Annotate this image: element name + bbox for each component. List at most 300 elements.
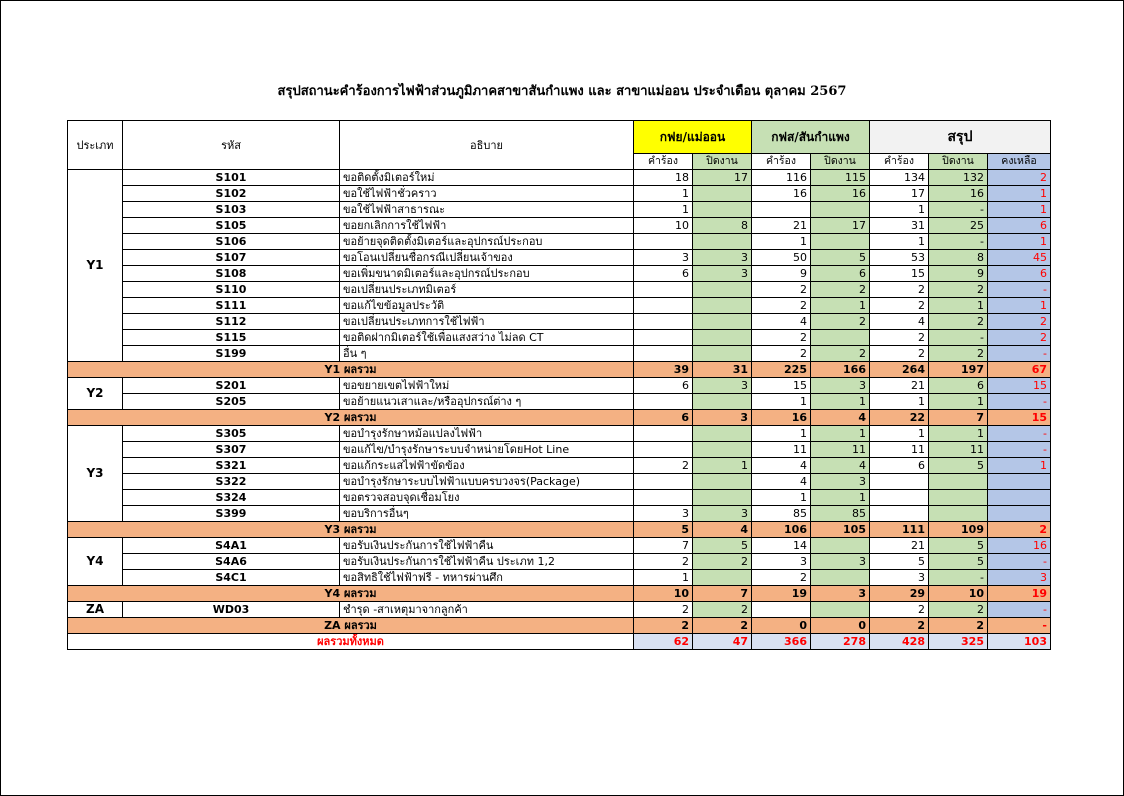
- summary-req-cell: 11: [870, 442, 929, 458]
- description-cell: ขอย้ายจุดติดตั้งมิเตอร์และอุปกรณ์ประกอบ: [340, 234, 634, 250]
- maeon-req-cell: [634, 346, 693, 362]
- sankamphaeng-closed-cell: 3: [811, 378, 870, 394]
- table-row: [68, 490, 1051, 506]
- table-row: [68, 426, 1051, 442]
- maeon-closed-cell: [693, 202, 752, 218]
- group-total-value: 3: [811, 586, 870, 602]
- group-total-row: [68, 522, 1051, 538]
- summary-remain-cell: -: [988, 426, 1051, 442]
- sankamphaeng-req-cell: 11: [752, 442, 811, 458]
- table-row: [68, 218, 1051, 234]
- summary-req-cell: 6: [870, 458, 929, 474]
- group-total-value: 111: [870, 522, 929, 538]
- code-cell: S307: [123, 442, 340, 458]
- group-total-label: Y3 ผลรวม: [68, 522, 634, 538]
- sankamphaeng-closed-cell: 2: [811, 346, 870, 362]
- sankamphaeng-closed-cell: [811, 570, 870, 586]
- code-cell: S4A1: [123, 538, 340, 554]
- sankamphaeng-closed-cell: 6: [811, 266, 870, 282]
- group-total-value: 7: [929, 410, 988, 426]
- maeon-req-cell: 1: [634, 186, 693, 202]
- group-total-label: ZA ผลรวม: [68, 618, 634, 634]
- description-cell: ขอแก้กระแสไฟฟ้าขัดข้อง: [340, 458, 634, 474]
- summary-remain-cell: 45: [988, 250, 1051, 266]
- summary-closed-cell: -: [929, 330, 988, 346]
- description-cell: ขอบำรุงรักษาหม้อแปลงไฟฟ้า: [340, 426, 634, 442]
- summary-closed-cell: 8: [929, 250, 988, 266]
- group-total-value: 264: [870, 362, 929, 378]
- summary-req-cell: 31: [870, 218, 929, 234]
- description-cell: ขอติดฝากมิเตอร์ใช้เพื่อแสงสว่าง ไม่ลด CT: [340, 330, 634, 346]
- group-total-value: 106: [752, 522, 811, 538]
- sankamphaeng-req-cell: 1: [752, 426, 811, 442]
- code-cell: S205: [123, 394, 340, 410]
- summary-closed-cell: [929, 490, 988, 506]
- summary-closed-cell: -: [929, 202, 988, 218]
- sankamphaeng-closed-cell: 1: [811, 298, 870, 314]
- description-cell: ขอยกเลิกการใช้ไฟฟ้า: [340, 218, 634, 234]
- summary-req-cell: 1: [870, 394, 929, 410]
- description-cell: ขอใช้ไฟฟ้าสาธารณะ: [340, 202, 634, 218]
- maeon-closed-cell: [693, 234, 752, 250]
- maeon-closed-cell: 2: [693, 602, 752, 618]
- maeon-req-cell: [634, 314, 693, 330]
- sankamphaeng-closed-cell: 1: [811, 490, 870, 506]
- type-cell: Y1: [68, 170, 123, 362]
- group-total-remain: -: [988, 618, 1051, 634]
- header-group-summary: สรุป: [870, 121, 1051, 154]
- summary-remain-cell: 1: [988, 234, 1051, 250]
- header-group-sankamphaeng: กฟส/สันกำแพง: [752, 121, 870, 154]
- maeon-closed-cell: [693, 346, 752, 362]
- table-row: [68, 170, 1051, 186]
- table-row: [68, 186, 1051, 202]
- sankamphaeng-req-cell: 3: [752, 554, 811, 570]
- type-cell: Y3: [68, 426, 123, 522]
- summary-req-cell: 15: [870, 266, 929, 282]
- subheader-closed: ปิดงาน: [929, 154, 988, 170]
- group-total-value: 10: [929, 586, 988, 602]
- group-total-value: 2: [634, 618, 693, 634]
- sankamphaeng-closed-cell: [811, 602, 870, 618]
- summary-req-cell: 53: [870, 250, 929, 266]
- summary-remain-cell: 2: [988, 170, 1051, 186]
- grand-total-value: 103: [988, 634, 1051, 650]
- subheader-req: คำร้อง: [634, 154, 693, 170]
- group-total-value: 39: [634, 362, 693, 378]
- sankamphaeng-closed-cell: 2: [811, 314, 870, 330]
- grand-total-value: 278: [811, 634, 870, 650]
- summary-remain-cell: [988, 490, 1051, 506]
- subheader-closed: ปิดงาน: [693, 154, 752, 170]
- maeon-closed-cell: [693, 314, 752, 330]
- sankamphaeng-req-cell: 4: [752, 458, 811, 474]
- group-total-value: 166: [811, 362, 870, 378]
- subheader-closed: ปิดงาน: [811, 154, 870, 170]
- sankamphaeng-req-cell: 1: [752, 234, 811, 250]
- summary-remain-cell: 1: [988, 202, 1051, 218]
- summary-closed-cell: [929, 474, 988, 490]
- summary-req-cell: 17: [870, 186, 929, 202]
- summary-closed-cell: 2: [929, 282, 988, 298]
- table-row: [68, 330, 1051, 346]
- header-desc: อธิบาย: [340, 121, 634, 170]
- summary-remain-cell: -: [988, 442, 1051, 458]
- summary-closed-cell: 1: [929, 426, 988, 442]
- description-cell: ขอขยายเขตไฟฟ้าใหม่: [340, 378, 634, 394]
- summary-req-cell: [870, 474, 929, 490]
- group-total-label: Y2 ผลรวม: [68, 410, 634, 426]
- code-cell: S305: [123, 426, 340, 442]
- code-cell: S105: [123, 218, 340, 234]
- summary-remain-cell: [988, 506, 1051, 522]
- sankamphaeng-req-cell: 2: [752, 346, 811, 362]
- code-cell: S322: [123, 474, 340, 490]
- code-cell: S324: [123, 490, 340, 506]
- code-cell: S108: [123, 266, 340, 282]
- maeon-req-cell: 7: [634, 538, 693, 554]
- table-row: [68, 538, 1051, 554]
- summary-closed-cell: 5: [929, 458, 988, 474]
- maeon-req-cell: 2: [634, 554, 693, 570]
- description-cell: ขอโอนเปลี่ยนชื่อกรณีเปลี่ยนเจ้าของ: [340, 250, 634, 266]
- group-total-value: 2: [693, 618, 752, 634]
- maeon-req-cell: 2: [634, 602, 693, 618]
- code-cell: S321: [123, 458, 340, 474]
- summary-closed-cell: 2: [929, 314, 988, 330]
- maeon-req-cell: [634, 330, 693, 346]
- maeon-req-cell: 3: [634, 250, 693, 266]
- maeon-req-cell: 6: [634, 378, 693, 394]
- maeon-req-cell: 10: [634, 218, 693, 234]
- group-total-value: 4: [811, 410, 870, 426]
- group-total-value: 16: [752, 410, 811, 426]
- summary-closed-cell: -: [929, 570, 988, 586]
- description-cell: ขอเปลี่ยนประเภทมิเตอร์: [340, 282, 634, 298]
- sankamphaeng-closed-cell: 85: [811, 506, 870, 522]
- summary-closed-cell: 1: [929, 298, 988, 314]
- code-cell: WD03: [123, 602, 340, 618]
- summary-req-cell: [870, 506, 929, 522]
- summary-req-cell: 1: [870, 202, 929, 218]
- sankamphaeng-closed-cell: 2: [811, 282, 870, 298]
- code-cell: S399: [123, 506, 340, 522]
- sankamphaeng-req-cell: 14: [752, 538, 811, 554]
- maeon-closed-cell: 2: [693, 554, 752, 570]
- sankamphaeng-req-cell: 85: [752, 506, 811, 522]
- summary-remain-cell: -: [988, 282, 1051, 298]
- summary-remain-cell: 2: [988, 314, 1051, 330]
- sankamphaeng-req-cell: 2: [752, 282, 811, 298]
- summary-req-cell: 2: [870, 298, 929, 314]
- table-row: [68, 506, 1051, 522]
- description-cell: ขอแก้ไขข้อมูลประวัติ: [340, 298, 634, 314]
- summary-table: [67, 120, 1051, 650]
- header-type: ประเภท: [68, 121, 123, 170]
- type-cell: ZA: [68, 602, 123, 618]
- summary-remain-cell: -: [988, 554, 1051, 570]
- sankamphaeng-closed-cell: 115: [811, 170, 870, 186]
- description-cell: ขอบำรุงรักษาระบบไฟฟ้าแบบครบวงจร(Package): [340, 474, 634, 490]
- summary-remain-cell: 6: [988, 218, 1051, 234]
- group-total-value: 31: [693, 362, 752, 378]
- maeon-req-cell: 6: [634, 266, 693, 282]
- sankamphaeng-req-cell: [752, 202, 811, 218]
- maeon-closed-cell: [693, 282, 752, 298]
- table-row: [68, 298, 1051, 314]
- maeon-req-cell: [634, 298, 693, 314]
- description-cell: ขอรับเงินประกันการใช้ไฟฟ้าคืน ประเภท 1,2: [340, 554, 634, 570]
- table-row: [68, 250, 1051, 266]
- summary-req-cell: 21: [870, 538, 929, 554]
- maeon-req-cell: 18: [634, 170, 693, 186]
- sankamphaeng-closed-cell: 16: [811, 186, 870, 202]
- maeon-closed-cell: [693, 442, 752, 458]
- summary-closed-cell: 9: [929, 266, 988, 282]
- report-title: สรุปสถานะคำร้องการไฟฟ้าส่วนภูมิภาคสาขาสันกำแพง และ สาขาแม่ออน ประจำเดือน ตุลาคม 2567: [277, 84, 847, 99]
- summary-closed-cell: 1: [929, 394, 988, 410]
- header-group-maeon: กฟย/แม่ออน: [634, 121, 752, 154]
- maeon-req-cell: [634, 426, 693, 442]
- sankamphaeng-closed-cell: 1: [811, 394, 870, 410]
- maeon-req-cell: [634, 282, 693, 298]
- summary-req-cell: 21: [870, 378, 929, 394]
- summary-remain-cell: 1: [988, 298, 1051, 314]
- sankamphaeng-req-cell: 2: [752, 330, 811, 346]
- code-cell: S103: [123, 202, 340, 218]
- grand-total-row: [68, 634, 1051, 650]
- table-row: [68, 394, 1051, 410]
- sankamphaeng-closed-cell: 11: [811, 442, 870, 458]
- maeon-req-cell: 1: [634, 570, 693, 586]
- summary-closed-cell: -: [929, 234, 988, 250]
- table-row: [68, 282, 1051, 298]
- summary-req-cell: 5: [870, 554, 929, 570]
- summary-req-cell: 3: [870, 570, 929, 586]
- table-row: [68, 266, 1051, 282]
- sankamphaeng-req-cell: 4: [752, 314, 811, 330]
- maeon-closed-cell: 3: [693, 506, 752, 522]
- maeon-closed-cell: 3: [693, 250, 752, 266]
- group-total-value: 4: [693, 522, 752, 538]
- summary-remain-cell: 3: [988, 570, 1051, 586]
- summary-closed-cell: 16: [929, 186, 988, 202]
- sankamphaeng-closed-cell: [811, 538, 870, 554]
- maeon-req-cell: [634, 234, 693, 250]
- sankamphaeng-req-cell: 15: [752, 378, 811, 394]
- sankamphaeng-req-cell: [752, 602, 811, 618]
- description-cell: ขอสิทธิใช้ไฟฟ้าฟรี - ทหารผ่านศึก: [340, 570, 634, 586]
- description-cell: ขอติดตั้งมิเตอร์ใหม่: [340, 170, 634, 186]
- header-code: รหัส: [123, 121, 340, 170]
- summary-remain-cell: 16: [988, 538, 1051, 554]
- summary-req-cell: 1: [870, 234, 929, 250]
- maeon-closed-cell: 3: [693, 378, 752, 394]
- maeon-closed-cell: 8: [693, 218, 752, 234]
- summary-closed-cell: 11: [929, 442, 988, 458]
- maeon-req-cell: 3: [634, 506, 693, 522]
- table-row: [68, 602, 1051, 618]
- group-total-value: 2: [929, 618, 988, 634]
- description-cell: ขอแก้ไข/บำรุงรักษาระบบจำหน่ายโดยHot Line: [340, 442, 634, 458]
- maeon-req-cell: 1: [634, 202, 693, 218]
- grand-total-value: 47: [693, 634, 752, 650]
- sankamphaeng-req-cell: 4: [752, 474, 811, 490]
- group-total-row: [68, 362, 1051, 378]
- table-row: [68, 442, 1051, 458]
- summary-req-cell: 2: [870, 602, 929, 618]
- summary-closed-cell: 2: [929, 602, 988, 618]
- maeon-req-cell: [634, 474, 693, 490]
- table-row: [68, 234, 1051, 250]
- sankamphaeng-closed-cell: 5: [811, 250, 870, 266]
- sankamphaeng-closed-cell: 17: [811, 218, 870, 234]
- summary-remain-cell: 15: [988, 378, 1051, 394]
- maeon-req-cell: 2: [634, 458, 693, 474]
- maeon-closed-cell: [693, 474, 752, 490]
- group-total-value: 5: [634, 522, 693, 538]
- maeon-closed-cell: [693, 490, 752, 506]
- summary-req-cell: 134: [870, 170, 929, 186]
- maeon-closed-cell: 17: [693, 170, 752, 186]
- sankamphaeng-req-cell: 2: [752, 570, 811, 586]
- code-cell: S110: [123, 282, 340, 298]
- sankamphaeng-closed-cell: 4: [811, 458, 870, 474]
- description-cell: ขอเปลี่ยนประเภทการใช้ไฟฟ้า: [340, 314, 634, 330]
- code-cell: S102: [123, 186, 340, 202]
- sankamphaeng-req-cell: 9: [752, 266, 811, 282]
- group-total-value: 6: [634, 410, 693, 426]
- code-cell: S201: [123, 378, 340, 394]
- maeon-closed-cell: [693, 570, 752, 586]
- table-row: [68, 554, 1051, 570]
- summary-remain-cell: -: [988, 394, 1051, 410]
- table-row: [68, 570, 1051, 586]
- description-cell: ขอตรวจสอบจุดเชื่อมโยง: [340, 490, 634, 506]
- sankamphaeng-req-cell: 16: [752, 186, 811, 202]
- maeon-closed-cell: [693, 330, 752, 346]
- summary-req-cell: 2: [870, 330, 929, 346]
- subheader-req: คำร้อง: [752, 154, 811, 170]
- sankamphaeng-closed-cell: [811, 202, 870, 218]
- group-total-row: [68, 586, 1051, 602]
- group-total-remain: 15: [988, 410, 1051, 426]
- code-cell: S111: [123, 298, 340, 314]
- table-row: [68, 202, 1051, 218]
- code-cell: S4C1: [123, 570, 340, 586]
- summary-req-cell: 4: [870, 314, 929, 330]
- code-cell: S107: [123, 250, 340, 266]
- maeon-closed-cell: 3: [693, 266, 752, 282]
- table-row: [68, 346, 1051, 362]
- subheader-remain: คงเหลือ: [988, 154, 1051, 170]
- group-total-value: 0: [752, 618, 811, 634]
- maeon-req-cell: [634, 442, 693, 458]
- summary-closed-cell: 132: [929, 170, 988, 186]
- table-row: [68, 474, 1051, 490]
- group-total-value: 197: [929, 362, 988, 378]
- code-cell: S115: [123, 330, 340, 346]
- group-total-value: 22: [870, 410, 929, 426]
- summary-remain-cell: 2: [988, 330, 1051, 346]
- summary-remain-cell: -: [988, 346, 1051, 362]
- summary-closed-cell: 6: [929, 378, 988, 394]
- description-cell: ขอบริการอื่นๆ: [340, 506, 634, 522]
- summary-remain-cell: 6: [988, 266, 1051, 282]
- summary-remain-cell: 1: [988, 458, 1051, 474]
- code-cell: S4A6: [123, 554, 340, 570]
- group-total-label: Y1 ผลรวม: [68, 362, 634, 378]
- description-cell: ขอใช้ไฟฟ้าชั่วคราว: [340, 186, 634, 202]
- type-cell: Y4: [68, 538, 123, 586]
- code-cell: S199: [123, 346, 340, 362]
- maeon-closed-cell: [693, 186, 752, 202]
- summary-remain-cell: -: [988, 602, 1051, 618]
- maeon-closed-cell: [693, 298, 752, 314]
- grand-total-label: ผลรวมทั้งหมด: [68, 634, 634, 650]
- summary-remain-cell: 1: [988, 186, 1051, 202]
- group-total-remain: 2: [988, 522, 1051, 538]
- summary-req-cell: 2: [870, 346, 929, 362]
- table-row: [68, 458, 1051, 474]
- maeon-closed-cell: [693, 394, 752, 410]
- group-total-value: 19: [752, 586, 811, 602]
- group-total-value: 109: [929, 522, 988, 538]
- group-total-row: [68, 618, 1051, 634]
- description-cell: อื่น ๆ: [340, 346, 634, 362]
- sankamphaeng-req-cell: 50: [752, 250, 811, 266]
- group-total-label: Y4 ผลรวม: [68, 586, 634, 602]
- code-cell: S112: [123, 314, 340, 330]
- group-total-value: 7: [693, 586, 752, 602]
- description-cell: ชำรุด -สาเหตุมาจากลูกค้า: [340, 602, 634, 618]
- summary-closed-cell: [929, 506, 988, 522]
- group-total-value: 105: [811, 522, 870, 538]
- subheader-req: คำร้อง: [870, 154, 929, 170]
- grand-total-value: 62: [634, 634, 693, 650]
- grand-total-value: 428: [870, 634, 929, 650]
- grand-total-value: 325: [929, 634, 988, 650]
- sankamphaeng-req-cell: 2: [752, 298, 811, 314]
- maeon-req-cell: [634, 490, 693, 506]
- sankamphaeng-req-cell: 116: [752, 170, 811, 186]
- sankamphaeng-req-cell: 1: [752, 490, 811, 506]
- summary-closed-cell: 5: [929, 538, 988, 554]
- type-cell: Y2: [68, 378, 123, 410]
- sankamphaeng-closed-cell: [811, 234, 870, 250]
- group-total-value: 0: [811, 618, 870, 634]
- grand-total-value: 366: [752, 634, 811, 650]
- group-total-value: 10: [634, 586, 693, 602]
- maeon-closed-cell: [693, 426, 752, 442]
- description-cell: ขอเพิ่มขนาดมิเตอร์และอุปกรณ์ประกอบ: [340, 266, 634, 282]
- group-total-value: 2: [870, 618, 929, 634]
- summary-req-cell: 1: [870, 426, 929, 442]
- sankamphaeng-req-cell: 21: [752, 218, 811, 234]
- group-total-value: 3: [693, 410, 752, 426]
- summary-closed-cell: 5: [929, 554, 988, 570]
- summary-closed-cell: 2: [929, 346, 988, 362]
- sankamphaeng-closed-cell: 3: [811, 554, 870, 570]
- sankamphaeng-closed-cell: [811, 330, 870, 346]
- sankamphaeng-closed-cell: 3: [811, 474, 870, 490]
- group-total-remain: 67: [988, 362, 1051, 378]
- table-row: [68, 378, 1051, 394]
- maeon-req-cell: [634, 394, 693, 410]
- summary-req-cell: 2: [870, 282, 929, 298]
- summary-req-cell: [870, 490, 929, 506]
- summary-closed-cell: 25: [929, 218, 988, 234]
